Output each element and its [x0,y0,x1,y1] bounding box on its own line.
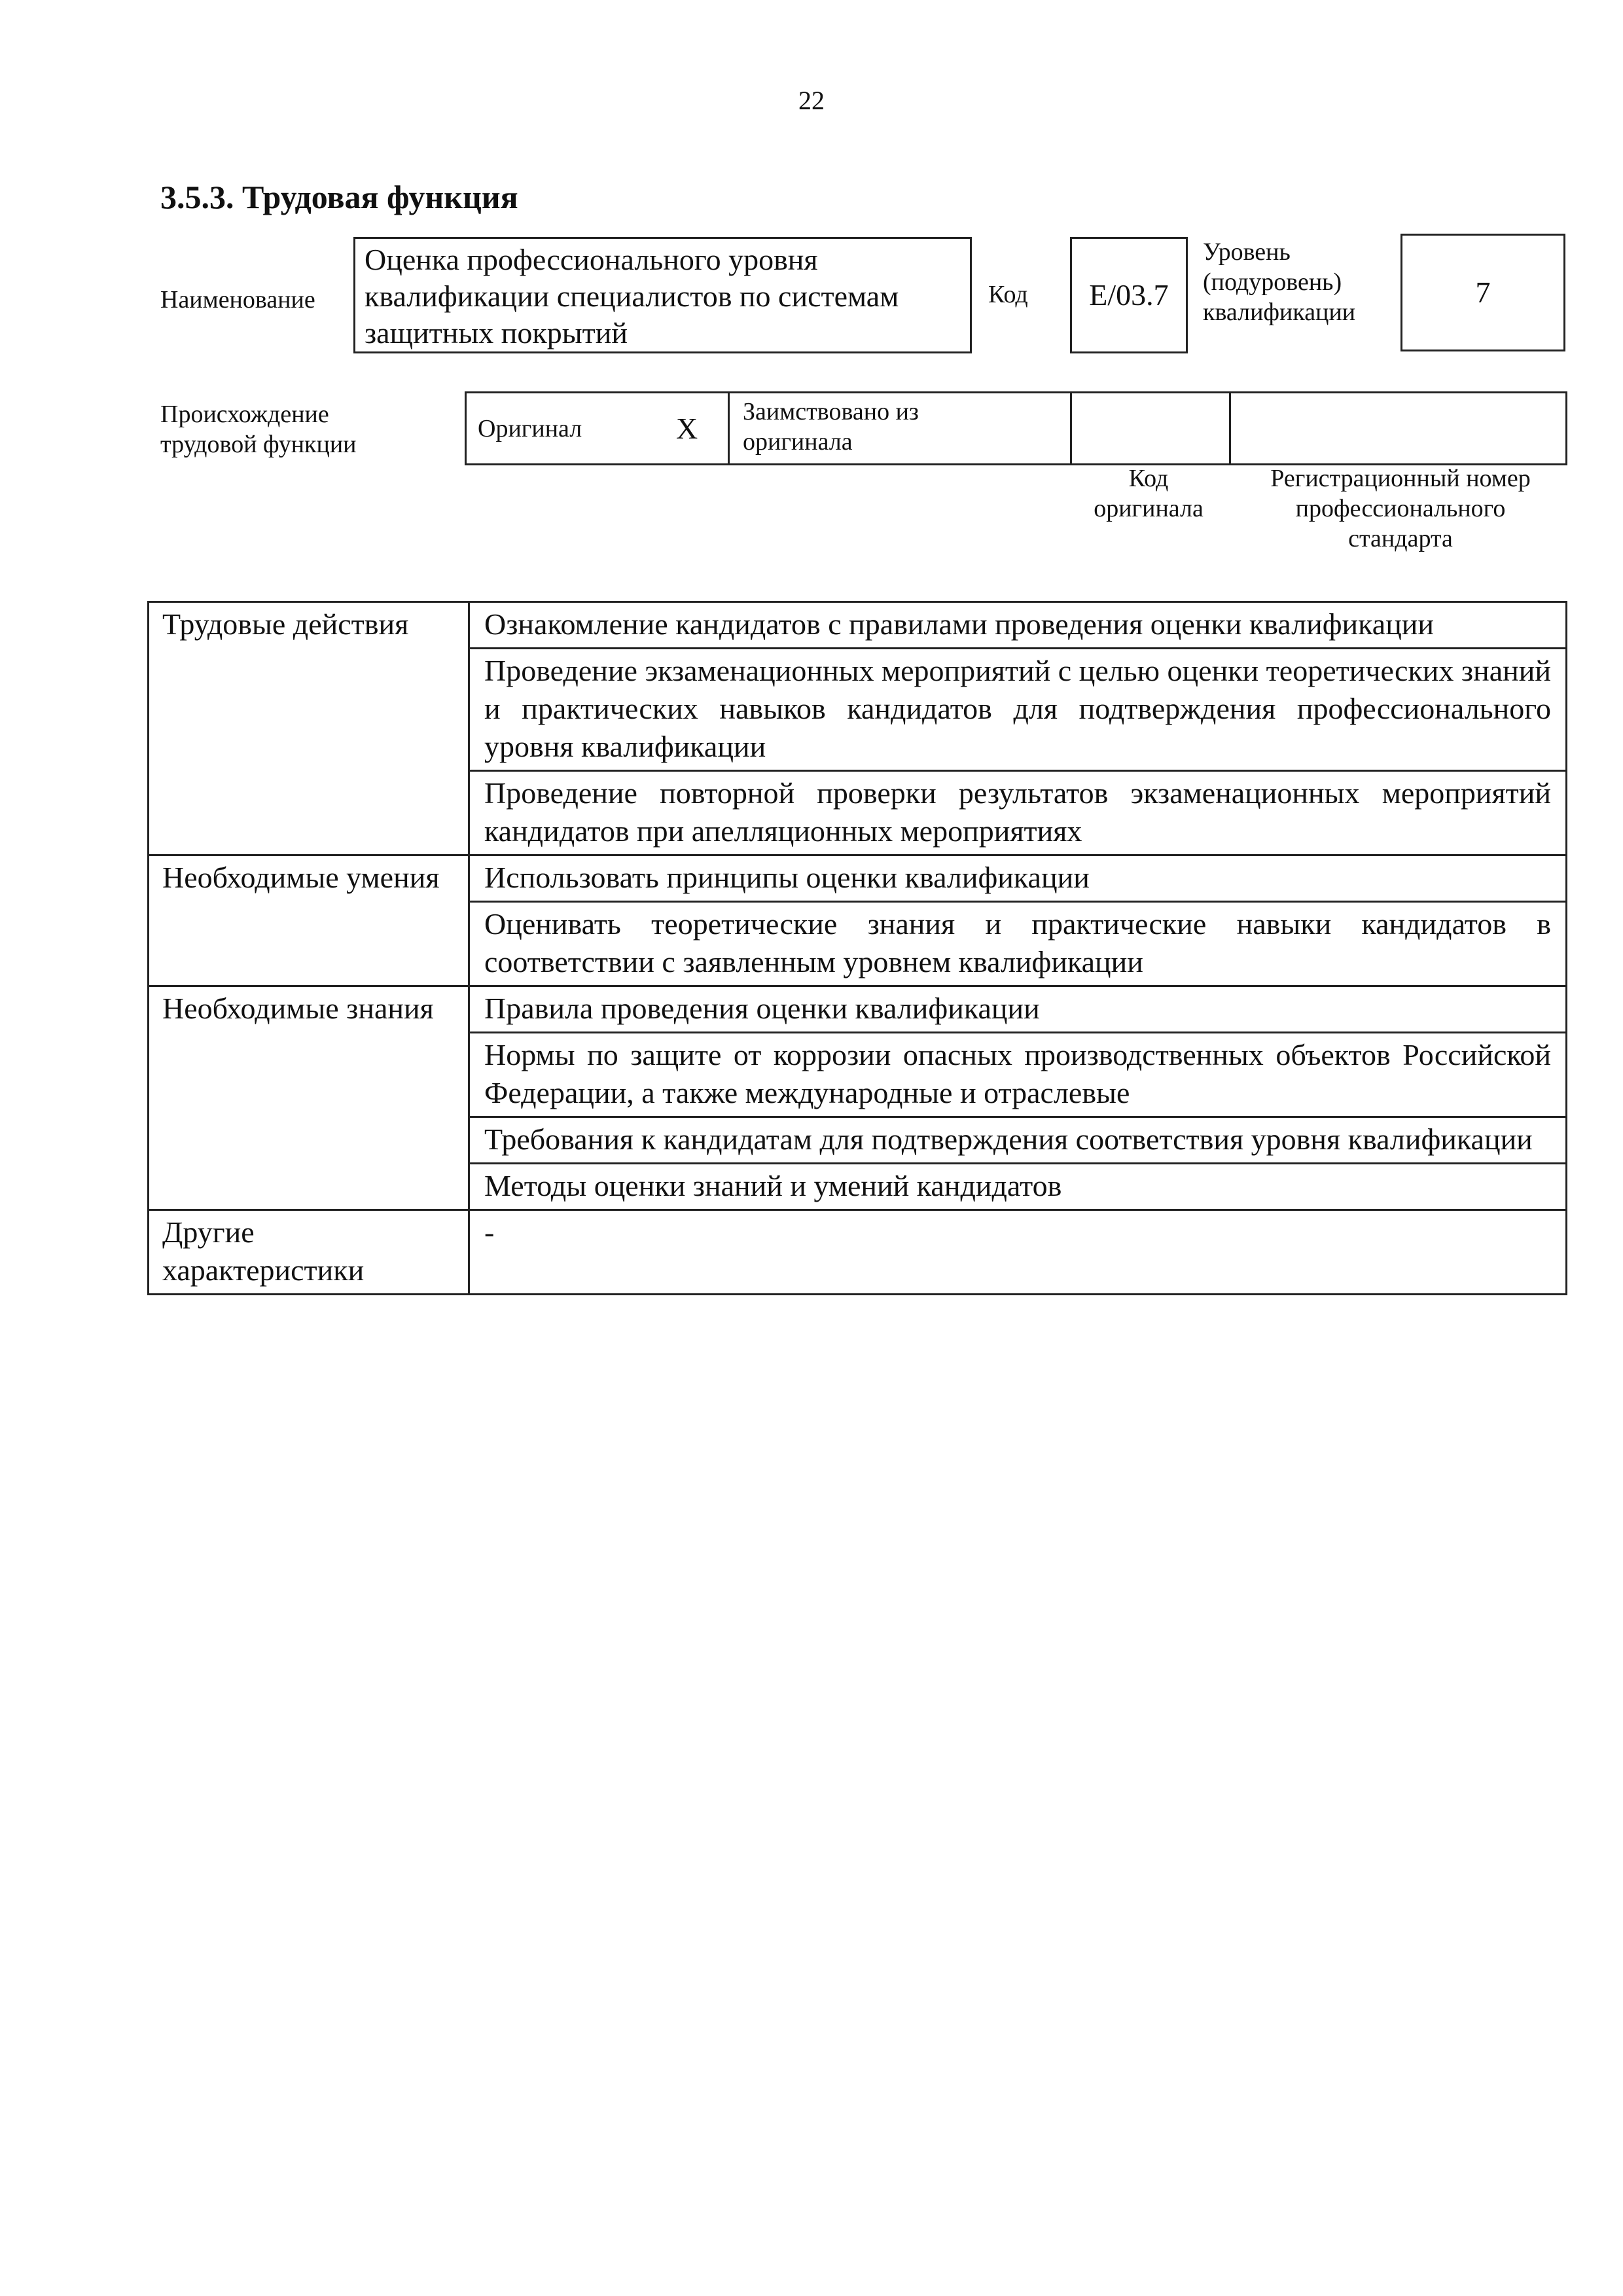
table-row [149,1210,1567,1295]
table-row [149,986,1567,1033]
origin-divider-2 [1070,391,1072,465]
table-cell: Ознакомление кандидатов с правилами проведения оценки квалификации [469,602,1567,649]
table-cell: Проведение экзаменационных мероприятий с целью оценки теоретических знаний и практических навыков кандидатов для подтверждения профессионального уровня квалификации [469,649,1567,771]
code-value-box [1070,237,1188,353]
level-value-box [1400,234,1565,351]
section-label: Необходимые умения [149,855,469,986]
section-label: Необходимые знания [149,986,469,1210]
table-cell: Оценивать теоретические знания и практические навыки кандидатов в соответствии с заявленным уровнем квалификации [469,902,1567,986]
table-cell: Нормы по защите от коррозии опасных производственных объектов Российской Федерации, а также международные и отраслевые [469,1033,1567,1117]
borrowed-label: Заимствовано из оригинала [743,398,919,456]
section-label: Другие характеристики [149,1210,469,1295]
name-value-box [353,237,972,353]
table-row [149,855,1567,902]
original-mark: X [676,412,698,445]
section-title: 3.5.3. Трудовая функция [160,179,518,215]
table-cell: Правила проведения оценки квалификации [469,986,1567,1033]
section-label: Трудовые действия [149,602,469,855]
table-row [149,602,1567,649]
reg-number-caption: Регистрационный номер профессионального стандарта [1270,465,1531,552]
labor-function-table [147,601,1567,1295]
origin-table [465,391,1567,465]
level-value: 7 [1475,276,1491,309]
origin-divider-3 [1229,391,1231,465]
original-label: Оригинал [478,415,582,442]
table-cell: Требования к кандидатам для подтверждения соответствия уровня квалификации [469,1117,1567,1164]
name-value: Оценка профессионального уровня квалификации специалистов по системам защитных покрытий [365,243,899,350]
code-value: E/03.7 [1089,278,1169,312]
origin-label: Происхождение трудовой функции [160,401,357,458]
code-label: Код [988,281,1028,308]
level-label: Уровень (подуровень) квалификации [1203,238,1356,326]
origin-divider-1 [728,391,730,465]
page-number: 22 [798,86,825,115]
table-cell: Методы оценки знаний и умений кандидатов [469,1164,1567,1210]
name-label: Наименование [160,285,315,314]
table-cell: - [469,1210,1567,1295]
code-original-caption: Код оригинала [1094,465,1204,522]
table-cell: Использовать принципы оценки квалификации [469,855,1567,902]
table-cell: Проведение повторной проверки результатов экзаменационных мероприятий кандидатов при апелляционных мероприятиях [469,771,1567,855]
